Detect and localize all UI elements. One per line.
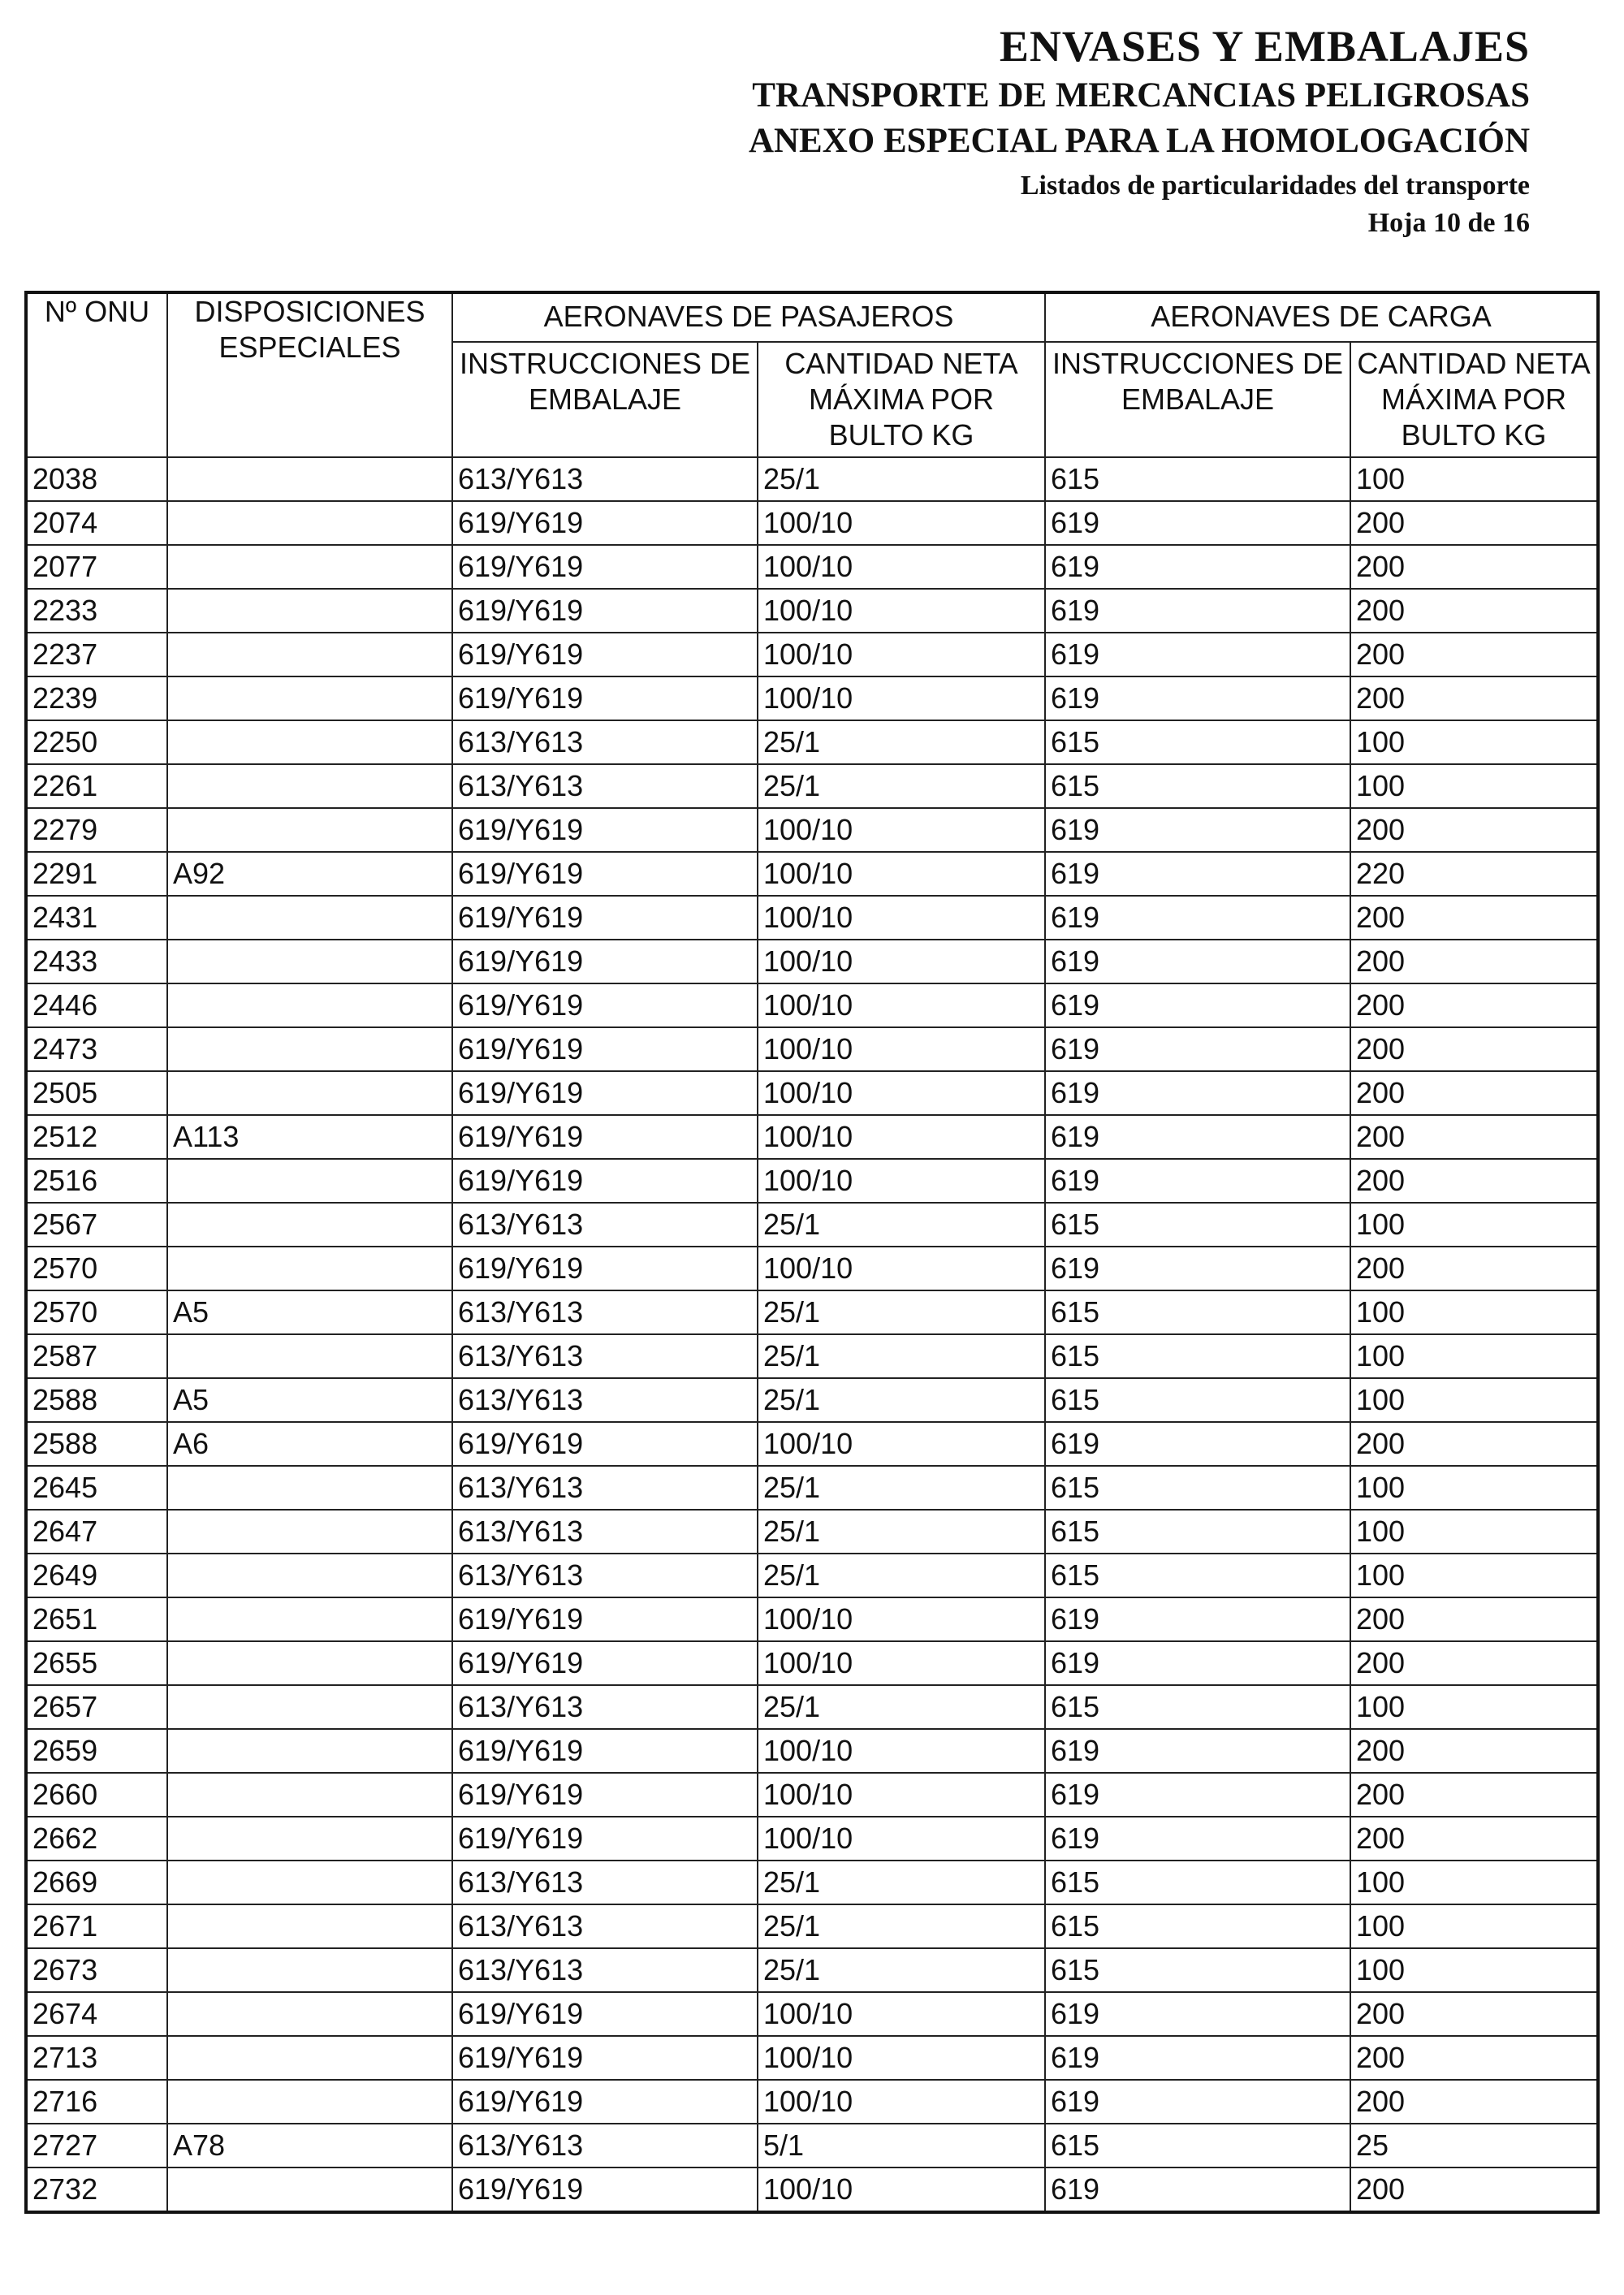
header-group-pasajeros: AERONAVES DE PASAJEROS xyxy=(452,292,1045,342)
cell-instrucciones-carga: 619 xyxy=(1045,896,1350,940)
cell-cantidad-pasajeros: 5/1 xyxy=(758,2124,1045,2168)
cell-cantidad-pasajeros: 25/1 xyxy=(758,764,1045,808)
header-cantidad-pasajeros: CANTIDAD NETA MÁXIMA POR BULTO KG xyxy=(758,342,1045,457)
cell-cantidad-carga: 200 xyxy=(1350,1027,1598,1071)
cell-instrucciones-carga: 619 xyxy=(1045,1159,1350,1203)
header-instrucciones-carga: INSTRUCCIONES DE EMBALAJE xyxy=(1045,342,1350,457)
cell-cantidad-carga: 200 xyxy=(1350,2036,1598,2080)
cell-cantidad-carga: 200 xyxy=(1350,896,1598,940)
cell-instrucciones-pasajeros: 619/Y619 xyxy=(452,852,758,896)
table-row xyxy=(26,676,1598,720)
document-subtitle-listing: Listados de particularidades del transporte xyxy=(1020,171,1530,201)
cell-instrucciones-carga: 615 xyxy=(1045,764,1350,808)
cell-disposiciones xyxy=(167,1027,452,1071)
cell-instrucciones-pasajeros: 619/Y619 xyxy=(452,633,758,676)
cell-instrucciones-carga: 619 xyxy=(1045,633,1350,676)
cell-disposiciones: A113 xyxy=(167,1115,452,1159)
cell-onu: 2671 xyxy=(26,1904,167,1948)
cell-onu: 2727 xyxy=(26,2124,167,2168)
cell-cantidad-carga: 200 xyxy=(1350,1071,1598,1115)
table-body xyxy=(26,457,1598,2212)
cell-instrucciones-pasajeros: 619/Y619 xyxy=(452,1159,758,1203)
cell-cantidad-carga: 200 xyxy=(1350,1115,1598,1159)
cell-instrucciones-pasajeros: 619/Y619 xyxy=(452,676,758,720)
cell-cantidad-carga: 200 xyxy=(1350,1422,1598,1466)
cell-cantidad-carga: 200 xyxy=(1350,589,1598,633)
table-header xyxy=(26,292,1598,457)
cell-instrucciones-pasajeros: 613/Y613 xyxy=(452,1861,758,1904)
cell-onu: 2716 xyxy=(26,2080,167,2124)
cell-cantidad-pasajeros: 100/10 xyxy=(758,589,1045,633)
cell-instrucciones-pasajeros: 613/Y613 xyxy=(452,1334,758,1378)
header-onu: Nº ONU xyxy=(26,292,167,457)
cell-disposiciones xyxy=(167,633,452,676)
cell-disposiciones xyxy=(167,1817,452,1861)
cell-cantidad-pasajeros: 100/10 xyxy=(758,2036,1045,2080)
cell-instrucciones-pasajeros: 619/Y619 xyxy=(452,1992,758,2036)
cell-cantidad-pasajeros: 100/10 xyxy=(758,1027,1045,1071)
cell-disposiciones xyxy=(167,1203,452,1247)
cell-onu: 2655 xyxy=(26,1641,167,1685)
cell-disposiciones: A5 xyxy=(167,1290,452,1334)
table-row xyxy=(26,2080,1598,2124)
cell-cantidad-carga: 100 xyxy=(1350,764,1598,808)
cell-cantidad-pasajeros: 100/10 xyxy=(758,1247,1045,1290)
cell-cantidad-carga: 100 xyxy=(1350,1378,1598,1422)
cell-cantidad-carga: 200 xyxy=(1350,545,1598,589)
cell-cantidad-pasajeros: 100/10 xyxy=(758,1773,1045,1817)
cell-onu: 2516 xyxy=(26,1159,167,1203)
document-subtitle-annex: ANEXO ESPECIAL PARA LA HOMOLOGACIÓN xyxy=(748,122,1530,160)
cell-cantidad-carga: 100 xyxy=(1350,1861,1598,1904)
cell-cantidad-carga: 200 xyxy=(1350,983,1598,1027)
table-row xyxy=(26,1071,1598,1115)
cell-cantidad-pasajeros: 100/10 xyxy=(758,545,1045,589)
cell-onu: 2291 xyxy=(26,852,167,896)
table-row xyxy=(26,983,1598,1027)
cell-instrucciones-pasajeros: 613/Y613 xyxy=(452,1554,758,1597)
cell-disposiciones xyxy=(167,501,452,545)
cell-disposiciones xyxy=(167,1510,452,1554)
cell-cantidad-carga: 100 xyxy=(1350,1948,1598,1992)
cell-cantidad-pasajeros: 100/10 xyxy=(758,808,1045,852)
table-row xyxy=(26,2036,1598,2080)
cell-cantidad-pasajeros: 100/10 xyxy=(758,1422,1045,1466)
cell-instrucciones-carga: 615 xyxy=(1045,1554,1350,1597)
table-row xyxy=(26,1992,1598,2036)
cell-instrucciones-pasajeros: 613/Y613 xyxy=(452,457,758,501)
table-row xyxy=(26,1904,1598,1948)
table-row xyxy=(26,764,1598,808)
cell-cantidad-pasajeros: 25/1 xyxy=(758,1378,1045,1422)
table-row xyxy=(26,1729,1598,1773)
cell-cantidad-carga: 220 xyxy=(1350,852,1598,896)
table-row xyxy=(26,633,1598,676)
cell-cantidad-carga: 100 xyxy=(1350,1904,1598,1948)
document-header xyxy=(749,19,1530,242)
cell-onu: 2713 xyxy=(26,2036,167,2080)
table-row xyxy=(26,1378,1598,1422)
table-row xyxy=(26,2168,1598,2212)
table-row xyxy=(26,720,1598,764)
cell-cantidad-pasajeros: 25/1 xyxy=(758,1203,1045,1247)
cell-cantidad-pasajeros: 100/10 xyxy=(758,852,1045,896)
cell-instrucciones-carga: 615 xyxy=(1045,1948,1350,1992)
cell-onu: 2645 xyxy=(26,1466,167,1510)
cell-cantidad-carga: 100 xyxy=(1350,1334,1598,1378)
cell-cantidad-pasajeros: 100/10 xyxy=(758,676,1045,720)
cell-onu: 2431 xyxy=(26,896,167,940)
cell-instrucciones-carga: 619 xyxy=(1045,1597,1350,1641)
cell-cantidad-carga: 200 xyxy=(1350,940,1598,983)
cell-instrucciones-pasajeros: 619/Y619 xyxy=(452,983,758,1027)
cell-disposiciones xyxy=(167,1071,452,1115)
table-row xyxy=(26,1817,1598,1861)
header-disposiciones: DISPOSICIONES ESPECIALES xyxy=(167,292,452,457)
table-row xyxy=(26,1597,1598,1641)
cell-cantidad-carga: 100 xyxy=(1350,1554,1598,1597)
cell-onu: 2587 xyxy=(26,1334,167,1378)
cell-instrucciones-pasajeros: 619/Y619 xyxy=(452,1773,758,1817)
cell-instrucciones-carga: 615 xyxy=(1045,1466,1350,1510)
cell-disposiciones xyxy=(167,1554,452,1597)
cell-cantidad-carga: 100 xyxy=(1350,720,1598,764)
cell-cantidad-carga: 200 xyxy=(1350,1247,1598,1290)
cell-onu: 2660 xyxy=(26,1773,167,1817)
cell-instrucciones-pasajeros: 619/Y619 xyxy=(452,545,758,589)
cell-instrucciones-pasajeros: 619/Y619 xyxy=(452,808,758,852)
cell-disposiciones xyxy=(167,720,452,764)
table-row xyxy=(26,852,1598,896)
cell-instrucciones-carga: 615 xyxy=(1045,1685,1350,1729)
cell-instrucciones-pasajeros: 619/Y619 xyxy=(452,896,758,940)
cell-instrucciones-carga: 615 xyxy=(1045,2124,1350,2168)
cell-disposiciones xyxy=(167,1773,452,1817)
cell-instrucciones-carga: 619 xyxy=(1045,1071,1350,1115)
cell-instrucciones-carga: 615 xyxy=(1045,720,1350,764)
cell-instrucciones-pasajeros: 619/Y619 xyxy=(452,1641,758,1685)
cell-cantidad-pasajeros: 100/10 xyxy=(758,2168,1045,2212)
header-cantidad-carga: CANTIDAD NETA MÁXIMA POR BULTO KG xyxy=(1350,342,1598,457)
cell-disposiciones xyxy=(167,676,452,720)
cell-cantidad-pasajeros: 100/10 xyxy=(758,1115,1045,1159)
cell-instrucciones-pasajeros: 619/Y619 xyxy=(452,501,758,545)
cell-cantidad-carga: 200 xyxy=(1350,1992,1598,2036)
cell-disposiciones xyxy=(167,940,452,983)
cell-cantidad-pasajeros: 100/10 xyxy=(758,940,1045,983)
cell-cantidad-pasajeros: 100/10 xyxy=(758,896,1045,940)
cell-cantidad-carga: 200 xyxy=(1350,1159,1598,1203)
cell-instrucciones-carga: 619 xyxy=(1045,1422,1350,1466)
header-group-carga: AERONAVES DE CARGA xyxy=(1045,292,1598,342)
cell-instrucciones-carga: 619 xyxy=(1045,983,1350,1027)
cell-disposiciones xyxy=(167,764,452,808)
cell-instrucciones-carga: 615 xyxy=(1045,1861,1350,1904)
cell-onu: 2567 xyxy=(26,1203,167,1247)
table-row xyxy=(26,1115,1598,1159)
cell-instrucciones-carga: 615 xyxy=(1045,1378,1350,1422)
cell-cantidad-pasajeros: 100/10 xyxy=(758,1729,1045,1773)
cell-cantidad-pasajeros: 25/1 xyxy=(758,1685,1045,1729)
table-row xyxy=(26,1773,1598,1817)
cell-disposiciones xyxy=(167,808,452,852)
cell-instrucciones-pasajeros: 619/Y619 xyxy=(452,1071,758,1115)
cell-instrucciones-pasajeros: 613/Y613 xyxy=(452,720,758,764)
cell-cantidad-carga: 25 xyxy=(1350,2124,1598,2168)
cell-cantidad-pasajeros: 25/1 xyxy=(758,1334,1045,1378)
cell-cantidad-carga: 200 xyxy=(1350,1773,1598,1817)
cell-disposiciones xyxy=(167,1247,452,1290)
cell-cantidad-carga: 100 xyxy=(1350,457,1598,501)
cell-onu: 2279 xyxy=(26,808,167,852)
cell-cantidad-carga: 100 xyxy=(1350,1685,1598,1729)
cell-cantidad-pasajeros: 25/1 xyxy=(758,1861,1045,1904)
cell-instrucciones-carga: 615 xyxy=(1045,1510,1350,1554)
cell-onu: 2673 xyxy=(26,1948,167,1992)
cell-onu: 2239 xyxy=(26,676,167,720)
cell-instrucciones-carga: 619 xyxy=(1045,940,1350,983)
cell-disposiciones xyxy=(167,1992,452,2036)
cell-cantidad-carga: 200 xyxy=(1350,1641,1598,1685)
cell-disposiciones xyxy=(167,2036,452,2080)
cell-instrucciones-carga: 619 xyxy=(1045,545,1350,589)
cell-cantidad-carga: 200 xyxy=(1350,1817,1598,1861)
cell-cantidad-carga: 200 xyxy=(1350,1729,1598,1773)
cell-instrucciones-carga: 619 xyxy=(1045,1115,1350,1159)
cell-onu: 2433 xyxy=(26,940,167,983)
cell-instrucciones-pasajeros: 613/Y613 xyxy=(452,1466,758,1510)
cell-onu: 2659 xyxy=(26,1729,167,1773)
cell-onu: 2250 xyxy=(26,720,167,764)
cell-cantidad-pasajeros: 100/10 xyxy=(758,1597,1045,1641)
cell-instrucciones-carga: 615 xyxy=(1045,457,1350,501)
table-row xyxy=(26,1948,1598,1992)
table-row xyxy=(26,1861,1598,1904)
document-title: ENVASES Y EMBALAJES xyxy=(999,22,1530,71)
cell-disposiciones xyxy=(167,1159,452,1203)
cell-cantidad-pasajeros: 100/10 xyxy=(758,1641,1045,1685)
table-row xyxy=(26,457,1598,501)
cell-onu: 2570 xyxy=(26,1247,167,1290)
cell-onu: 2505 xyxy=(26,1071,167,1115)
cell-instrucciones-pasajeros: 619/Y619 xyxy=(452,2168,758,2212)
cell-instrucciones-pasajeros: 619/Y619 xyxy=(452,940,758,983)
cell-onu: 2732 xyxy=(26,2168,167,2212)
table-row xyxy=(26,1290,1598,1334)
cell-instrucciones-pasajeros: 619/Y619 xyxy=(452,1597,758,1641)
cell-disposiciones: A5 xyxy=(167,1378,452,1422)
cell-instrucciones-pasajeros: 613/Y613 xyxy=(452,764,758,808)
cell-onu: 2261 xyxy=(26,764,167,808)
cell-instrucciones-carga: 615 xyxy=(1045,1904,1350,1948)
cell-disposiciones xyxy=(167,983,452,1027)
cell-instrucciones-carga: 619 xyxy=(1045,2168,1350,2212)
cell-cantidad-carga: 100 xyxy=(1350,1510,1598,1554)
cell-cantidad-pasajeros: 100/10 xyxy=(758,1817,1045,1861)
cell-instrucciones-carga: 619 xyxy=(1045,852,1350,896)
cell-cantidad-pasajeros: 100/10 xyxy=(758,1992,1045,2036)
cell-cantidad-carga: 100 xyxy=(1350,1290,1598,1334)
cell-instrucciones-pasajeros: 613/Y613 xyxy=(452,1948,758,1992)
cell-disposiciones xyxy=(167,1685,452,1729)
cell-instrucciones-carga: 619 xyxy=(1045,1729,1350,1773)
table-row xyxy=(26,589,1598,633)
sheet-number: Hoja 10 de 16 xyxy=(1367,208,1530,238)
cell-disposiciones xyxy=(167,457,452,501)
cell-disposiciones xyxy=(167,896,452,940)
cell-cantidad-pasajeros: 100/10 xyxy=(758,983,1045,1027)
cell-onu: 2074 xyxy=(26,501,167,545)
cell-instrucciones-carga: 619 xyxy=(1045,808,1350,852)
table-row xyxy=(26,1159,1598,1203)
cell-cantidad-pasajeros: 25/1 xyxy=(758,457,1045,501)
cell-instrucciones-pasajeros: 619/Y619 xyxy=(452,1817,758,1861)
cell-onu: 2077 xyxy=(26,545,167,589)
cell-instrucciones-pasajeros: 619/Y619 xyxy=(452,1247,758,1290)
cell-cantidad-pasajeros: 100/10 xyxy=(758,2080,1045,2124)
table-row xyxy=(26,808,1598,852)
cell-disposiciones xyxy=(167,1597,452,1641)
cell-cantidad-pasajeros: 100/10 xyxy=(758,633,1045,676)
table-row xyxy=(26,501,1598,545)
cell-onu: 2657 xyxy=(26,1685,167,1729)
cell-cantidad-pasajeros: 100/10 xyxy=(758,1071,1045,1115)
cell-cantidad-carga: 200 xyxy=(1350,633,1598,676)
cell-disposiciones xyxy=(167,1904,452,1948)
cell-cantidad-carga: 100 xyxy=(1350,1466,1598,1510)
table-row xyxy=(26,1247,1598,1290)
cell-disposiciones: A92 xyxy=(167,852,452,896)
cell-cantidad-pasajeros: 25/1 xyxy=(758,1904,1045,1948)
cell-onu: 2669 xyxy=(26,1861,167,1904)
cell-instrucciones-pasajeros: 619/Y619 xyxy=(452,589,758,633)
cell-onu: 2649 xyxy=(26,1554,167,1597)
cell-instrucciones-pasajeros: 619/Y619 xyxy=(452,1115,758,1159)
cell-onu: 2233 xyxy=(26,589,167,633)
table-row xyxy=(26,896,1598,940)
cell-cantidad-pasajeros: 25/1 xyxy=(758,720,1045,764)
cell-disposiciones xyxy=(167,1641,452,1685)
cell-onu: 2588 xyxy=(26,1422,167,1466)
cell-disposiciones xyxy=(167,1334,452,1378)
cell-cantidad-pasajeros: 25/1 xyxy=(758,1948,1045,1992)
cell-disposiciones: A78 xyxy=(167,2124,452,2168)
cell-instrucciones-carga: 619 xyxy=(1045,2080,1350,2124)
cell-instrucciones-carga: 619 xyxy=(1045,1247,1350,1290)
cell-instrucciones-pasajeros: 613/Y613 xyxy=(452,1685,758,1729)
cell-onu: 2038 xyxy=(26,457,167,501)
cell-cantidad-pasajeros: 25/1 xyxy=(758,1510,1045,1554)
cell-cantidad-carga: 200 xyxy=(1350,676,1598,720)
cell-instrucciones-carga: 619 xyxy=(1045,501,1350,545)
cell-instrucciones-carga: 619 xyxy=(1045,676,1350,720)
cell-instrucciones-pasajeros: 613/Y613 xyxy=(452,1510,758,1554)
table-row xyxy=(26,545,1598,589)
cell-instrucciones-carga: 619 xyxy=(1045,1027,1350,1071)
cell-onu: 2570 xyxy=(26,1290,167,1334)
cell-onu: 2237 xyxy=(26,633,167,676)
cell-onu: 2588 xyxy=(26,1378,167,1422)
cell-cantidad-pasajeros: 100/10 xyxy=(758,1159,1045,1203)
cell-cantidad-carga: 200 xyxy=(1350,501,1598,545)
document-subtitle-transport: TRANSPORTE DE MERCANCIAS PELIGROSAS xyxy=(752,76,1530,115)
table-row xyxy=(26,1554,1598,1597)
cell-disposiciones: A6 xyxy=(167,1422,452,1466)
cell-cantidad-pasajeros: 25/1 xyxy=(758,1466,1045,1510)
table-row xyxy=(26,1466,1598,1510)
cell-cantidad-carga: 100 xyxy=(1350,1203,1598,1247)
cell-onu: 2674 xyxy=(26,1992,167,2036)
cell-instrucciones-carga: 619 xyxy=(1045,1817,1350,1861)
table-row xyxy=(26,1641,1598,1685)
cell-instrucciones-pasajeros: 619/Y619 xyxy=(452,1422,758,1466)
cell-disposiciones xyxy=(167,2080,452,2124)
cell-cantidad-pasajeros: 25/1 xyxy=(758,1554,1045,1597)
cell-instrucciones-pasajeros: 613/Y613 xyxy=(452,1290,758,1334)
cell-instrucciones-pasajeros: 619/Y619 xyxy=(452,2080,758,2124)
cell-disposiciones xyxy=(167,1948,452,1992)
cell-instrucciones-pasajeros: 619/Y619 xyxy=(452,2036,758,2080)
cell-disposiciones xyxy=(167,2168,452,2212)
cell-cantidad-pasajeros: 25/1 xyxy=(758,1290,1045,1334)
table-row xyxy=(26,940,1598,983)
cell-instrucciones-carga: 615 xyxy=(1045,1290,1350,1334)
table-row xyxy=(26,1027,1598,1071)
table-row xyxy=(26,1510,1598,1554)
cell-instrucciones-pasajeros: 619/Y619 xyxy=(452,1729,758,1773)
cell-onu: 2662 xyxy=(26,1817,167,1861)
cell-onu: 2446 xyxy=(26,983,167,1027)
cell-disposiciones xyxy=(167,545,452,589)
table-row xyxy=(26,2124,1598,2168)
cell-instrucciones-pasajeros: 613/Y613 xyxy=(452,2124,758,2168)
cell-instrucciones-carga: 619 xyxy=(1045,589,1350,633)
cell-disposiciones xyxy=(167,589,452,633)
cell-onu: 2651 xyxy=(26,1597,167,1641)
cell-instrucciones-carga: 615 xyxy=(1045,1334,1350,1378)
table-row xyxy=(26,1422,1598,1466)
cell-instrucciones-pasajeros: 613/Y613 xyxy=(452,1904,758,1948)
table-row xyxy=(26,1685,1598,1729)
cell-instrucciones-carga: 619 xyxy=(1045,1992,1350,2036)
cell-cantidad-carga: 200 xyxy=(1350,2168,1598,2212)
cell-instrucciones-pasajeros: 613/Y613 xyxy=(452,1378,758,1422)
cell-cantidad-carga: 200 xyxy=(1350,808,1598,852)
cell-onu: 2512 xyxy=(26,1115,167,1159)
header-instrucciones-pasajeros: INSTRUCCIONES DE EMBALAJE xyxy=(452,342,758,457)
cell-instrucciones-carga: 615 xyxy=(1045,1203,1350,1247)
cell-instrucciones-pasajeros: 619/Y619 xyxy=(452,1027,758,1071)
cell-cantidad-carga: 200 xyxy=(1350,1597,1598,1641)
cell-disposiciones xyxy=(167,1466,452,1510)
transport-table xyxy=(24,291,1600,2214)
table-row xyxy=(26,1334,1598,1378)
table-row xyxy=(26,1203,1598,1247)
cell-instrucciones-pasajeros: 613/Y613 xyxy=(452,1203,758,1247)
cell-instrucciones-carga: 619 xyxy=(1045,2036,1350,2080)
cell-disposiciones xyxy=(167,1861,452,1904)
cell-onu: 2473 xyxy=(26,1027,167,1071)
cell-instrucciones-carga: 619 xyxy=(1045,1773,1350,1817)
cell-onu: 2647 xyxy=(26,1510,167,1554)
cell-instrucciones-carga: 619 xyxy=(1045,1641,1350,1685)
cell-cantidad-pasajeros: 100/10 xyxy=(758,501,1045,545)
cell-disposiciones xyxy=(167,1729,452,1773)
cell-cantidad-carga: 200 xyxy=(1350,2080,1598,2124)
